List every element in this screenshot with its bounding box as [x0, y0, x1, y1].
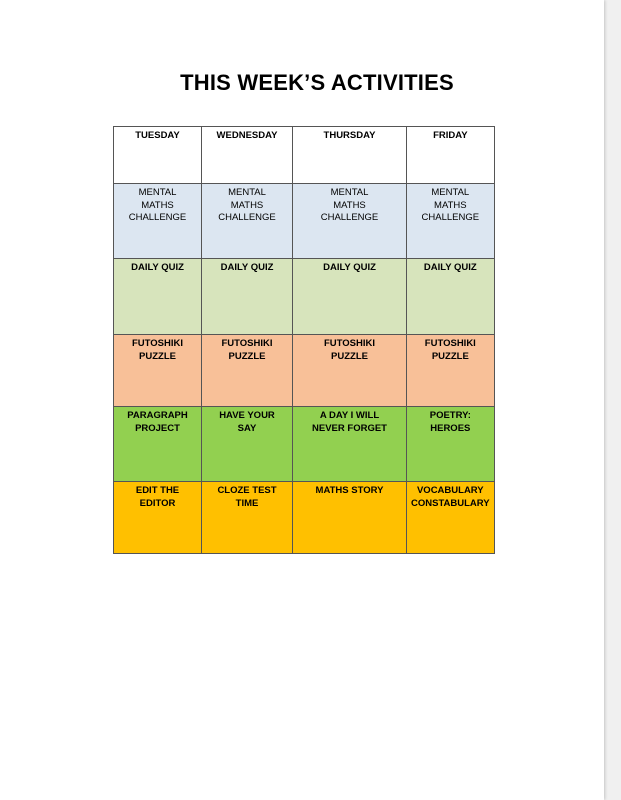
activity-cell: EDIT THE EDITOR [114, 482, 202, 554]
activity-cell: A DAY I WILL NEVER FORGET [293, 407, 407, 482]
activity-cell: DAILY QUIZ [407, 259, 495, 335]
activity-row-literacy [114, 482, 495, 554]
activity-cell: MENTAL MATHS CHALLENGE [114, 184, 202, 259]
activity-cell: HAVE YOUR SAY [202, 407, 293, 482]
day-header: TUESDAY [114, 127, 202, 184]
page-title: THIS WEEK’S ACTIVITIES [180, 70, 454, 95]
activities-table [113, 126, 495, 554]
activity-row-mental-maths [114, 184, 495, 259]
activity-cell: MENTAL MATHS CHALLENGE [202, 184, 293, 259]
activity-row-futoshiki [114, 335, 495, 407]
activity-cell: DAILY QUIZ [293, 259, 407, 335]
activity-cell: DAILY QUIZ [202, 259, 293, 335]
activity-cell: FUTOSHIKI PUZZLE [202, 335, 293, 407]
activity-cell: MENTAL MATHS CHALLENGE [293, 184, 407, 259]
activity-cell: CLOZE TEST TIME [202, 482, 293, 554]
activity-cell: FUTOSHIKI PUZZLE [407, 335, 495, 407]
day-header: FRIDAY [407, 127, 495, 184]
activity-row-daily-quiz [114, 259, 495, 335]
day-header: WEDNESDAY [202, 127, 293, 184]
activity-cell: MATHS STORY [293, 482, 407, 554]
activity-cell: PARAGRAPH PROJECT [114, 407, 202, 482]
activity-cell: POETRY: HEROES [407, 407, 495, 482]
day-header: THURSDAY [293, 127, 407, 184]
activity-cell: VOCABULARY CONSTABULARY [407, 482, 495, 554]
header-row [114, 127, 495, 184]
activity-cell: FUTOSHIKI PUZZLE [114, 335, 202, 407]
activity-cell: MENTAL MATHS CHALLENGE [407, 184, 495, 259]
activity-row-writing [114, 407, 495, 482]
activity-cell: FUTOSHIKI PUZZLE [293, 335, 407, 407]
activity-cell: DAILY QUIZ [114, 259, 202, 335]
